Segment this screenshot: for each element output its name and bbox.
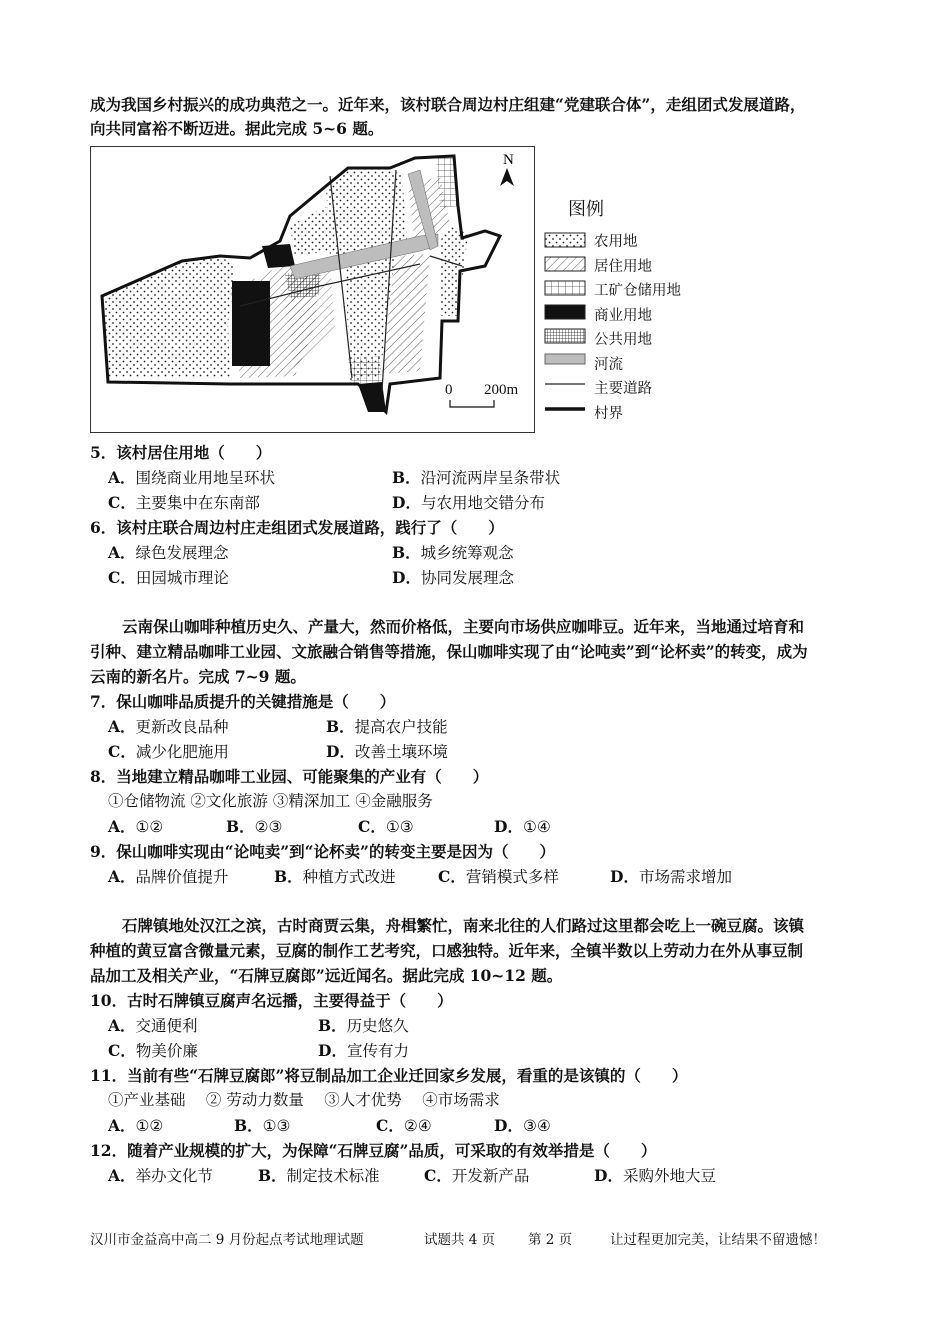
q6-option-a[interactable]: A．绿色发展理念: [108, 543, 229, 562]
q7-stem: 7．保山咖啡品质提升的关键措施是（ ）: [90, 692, 396, 711]
commercial-main: [232, 281, 270, 366]
legend-road: 主要道路: [594, 381, 652, 397]
legend-river-swatch: [545, 354, 585, 364]
q7-option-a[interactable]: A．更新改良品种: [108, 717, 229, 736]
legend-farmland: 农用地: [594, 234, 638, 250]
q10-option-a[interactable]: A．交通便利: [108, 1016, 198, 1035]
q5-stem: 5．该村居住用地（ ）: [90, 443, 272, 462]
q10-option-c[interactable]: C．物美价廉: [108, 1041, 198, 1060]
q7-option-c[interactable]: C．减少化肥施用: [108, 742, 229, 761]
q12-option-d[interactable]: D．采购外地大豆: [594, 1166, 716, 1185]
q8-option-a[interactable]: A．①②: [108, 817, 164, 836]
footer-page-number: 第 2 页: [528, 1232, 573, 1248]
intro2-line3: 云南的新名片。完成 7~9 题。: [90, 667, 306, 686]
q8-option-b[interactable]: B．②③: [226, 817, 283, 836]
footer-school: 汉川市金益高中高二 9 月份起点考试地理试题: [90, 1232, 364, 1248]
q10-option-d[interactable]: D．宣传有力: [318, 1041, 409, 1060]
q10-stem: 10．古时石牌镇豆腐声名远播，主要得益于（ ）: [90, 991, 453, 1010]
legend-public: 公共用地: [594, 332, 652, 348]
scale-bar: [448, 398, 498, 410]
village-land-use-map: [90, 146, 540, 434]
north-label: N: [503, 152, 514, 168]
q9-option-d[interactable]: D．市场需求增加: [610, 867, 732, 886]
intro3-line1: 石牌镇地处汉江之滨，古时商贾云集，舟楫繁忙，南来北往的人们路过这里都会吃上一碗豆腐。该镇: [122, 916, 805, 935]
intro2-line2: 引种、建立精品咖啡工业园、文旅融合销售等措施，保山咖啡实现了由“论吨卖”到“论杯卖”的转变，成为: [90, 642, 808, 661]
legend-swatches: [544, 230, 590, 430]
legend-commercial-swatch: [545, 305, 585, 319]
legend-residential: 居住用地: [594, 258, 652, 275]
legend-industrial: 工矿仓储用地: [594, 283, 681, 299]
q11-stem: 11．当前有些“石牌豆腐郎”将豆制品加工企业迁回家乡发展，看重的是该镇的（ ）: [90, 1066, 688, 1085]
q9-option-a[interactable]: A．品牌价值提升: [108, 867, 229, 886]
footer-total-pages: 试题共 4 页: [424, 1232, 496, 1248]
q12-option-b[interactable]: B．制定技术标准: [258, 1166, 380, 1185]
footer-motto: 让过程更加完美，让结果不留遗憾！: [610, 1232, 826, 1248]
legend-industrial-swatch: [545, 281, 585, 295]
q8-items: ①仓储物流 ②文化旅游 ③精深加工 ④金融服务: [108, 792, 433, 810]
q12-option-a[interactable]: A．举办文化节: [108, 1166, 214, 1185]
legend-farmland-swatch: [545, 233, 585, 247]
legend-commercial: 商业用地: [594, 307, 652, 324]
q6-option-d[interactable]: D．协同发展理念: [392, 568, 514, 587]
legend-residential-swatch: [545, 257, 585, 271]
q12-stem: 12．随着产业规模的扩大，为保障“石牌豆腐”品质，可采取的有效举措是（ ）: [90, 1141, 657, 1160]
q8-option-c[interactable]: C．①③: [358, 817, 414, 836]
scale-label: 200m: [484, 382, 519, 398]
q6-option-b[interactable]: B．城乡统筹观念: [392, 543, 514, 562]
q9-option-c[interactable]: C．营销模式多样: [438, 867, 559, 886]
q11-option-b[interactable]: B．①③: [234, 1116, 291, 1135]
legend-river: 河流: [594, 356, 623, 373]
q7-option-d[interactable]: D．改善土壤环境: [326, 742, 448, 761]
q5-option-d[interactable]: D．与农用地交错分布: [392, 493, 545, 512]
q12-option-c[interactable]: C．开发新产品: [424, 1166, 530, 1185]
q11-option-a[interactable]: A．①②: [108, 1116, 164, 1135]
q9-option-b[interactable]: B．种植方式改进: [274, 867, 396, 886]
q11-option-c[interactable]: C．②④: [376, 1116, 432, 1135]
scale-zero: 0: [445, 382, 453, 398]
intro3-line2: 种植的黄豆富含微量元素，豆腐的制作工艺考究，口感独特。近年来，全镇半数以上劳动力在外从事豆制: [90, 941, 804, 960]
q5-option-c[interactable]: C．主要集中在东南部: [108, 493, 260, 512]
intro2-line1: 云南保山咖啡种植历史久、产量大，然而价格低，主要向市场供应咖啡豆。近年来，当地通过培育和: [122, 617, 805, 636]
intro3-line3: 品加工及相关产业，“石牌豆腐郎”远近闻名。据此完成 10~12 题。: [90, 966, 563, 985]
q11-items: ①产业基础 ② 劳动力数量 ③人才优势 ④市场需求: [108, 1091, 500, 1109]
q6-stem: 6．该村庄联合周边村庄走组团式发展道路，践行了（ ）: [90, 518, 504, 537]
q5-option-a[interactable]: A．围绕商业用地呈环状: [108, 468, 276, 487]
legend-public-swatch: [545, 329, 585, 343]
q11-option-d[interactable]: D．③④: [494, 1116, 551, 1135]
industrial-south: [348, 356, 382, 386]
legend-boundary: 村界: [594, 405, 623, 422]
q8-stem: 8．当地建立精品咖啡工业园、可能聚集的产业有（ ）: [90, 767, 489, 786]
intro1-line1: 成为我国乡村振兴的成功典范之一。近年来，该村联合周边村庄组建“党建联合体”，走组团式发展道路，: [90, 95, 806, 114]
q10-option-b[interactable]: B．历史悠久: [318, 1016, 409, 1035]
q8-option-d[interactable]: D．①④: [494, 817, 551, 836]
q6-option-c[interactable]: C．田园城市理论: [108, 568, 229, 587]
q9-stem: 9．保山咖啡实现由“论吨卖”到“论杯卖”的转变主要是因为（ ）: [90, 842, 555, 861]
intro1-line2: 向共同富裕不断迈进。据此完成 5~6 题。: [90, 119, 384, 138]
q5-option-b[interactable]: B．沿河流两岸呈条带状: [392, 468, 561, 487]
legend-heading: 图例: [568, 199, 604, 220]
q7-option-b[interactable]: B．提高农户技能: [326, 717, 448, 736]
